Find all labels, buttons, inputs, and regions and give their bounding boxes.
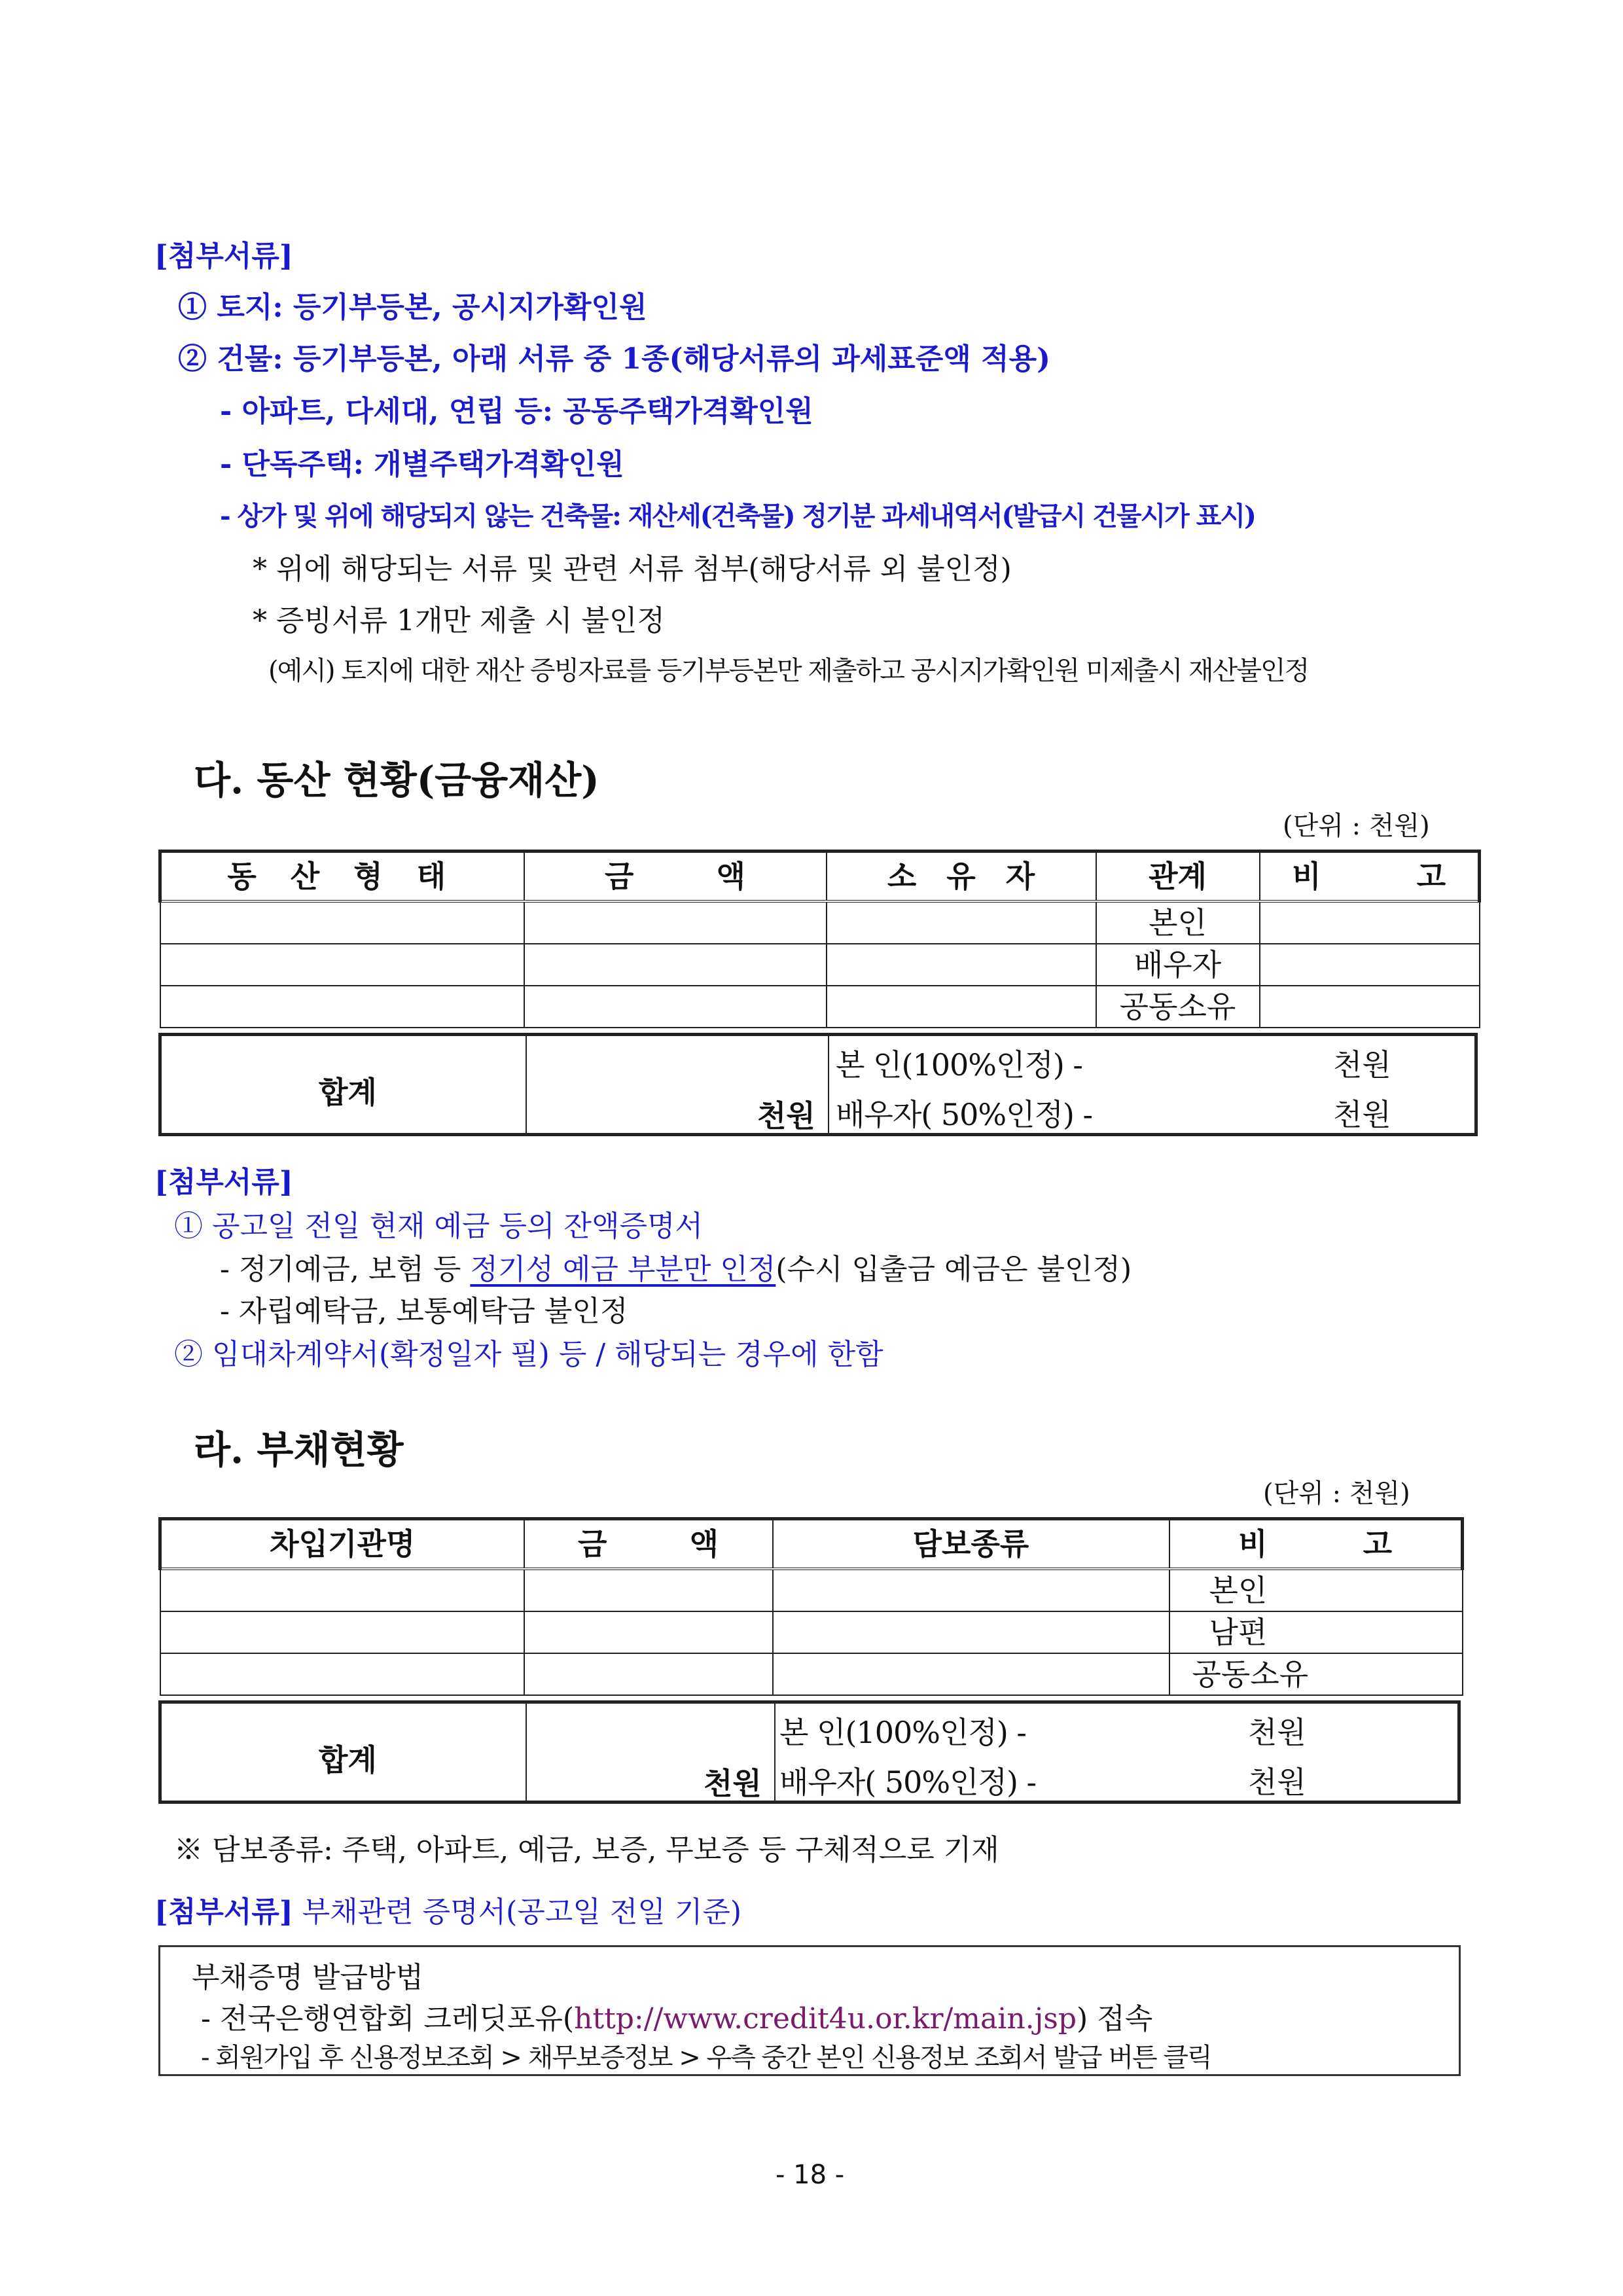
guide-line1: [201, 1995, 1152, 2037]
sub1-highlight: 정기성 예금 부분만 인정: [470, 1253, 776, 1286]
debt-cert-guide-box: [158, 1945, 1461, 2076]
owner-cell[interactable]: [827, 986, 1096, 1028]
page-number: - 18 -: [776, 2160, 845, 2190]
total-unit: 천원: [757, 1098, 815, 1134]
col-header: 담보종류: [773, 1519, 1169, 1570]
total-label: 합계: [319, 1742, 377, 1778]
remark-cell[interactable]: [1260, 944, 1480, 986]
sub1-suffix: (수시 입출금 예금은 불인정): [776, 1253, 1132, 1286]
collateral-cell[interactable]: [773, 1653, 1169, 1695]
amount-cell[interactable]: [524, 1569, 773, 1611]
relation-cell: 남편: [1169, 1611, 1463, 1653]
won-label: 천원: [1248, 1765, 1306, 1800]
guide-line1-prefix: - 전국은행연합회 크레딧포유(: [201, 2002, 575, 2036]
da-attach-label: [첨부서류]: [154, 1166, 293, 1199]
table-header-row: [160, 852, 1480, 902]
relation-cell: 본인: [1169, 1569, 1463, 1611]
table-row: [160, 1569, 1463, 1611]
asset-type-cell[interactable]: [160, 986, 524, 1028]
owner-cell[interactable]: [827, 944, 1096, 986]
owner-cell[interactable]: [827, 901, 1096, 944]
asset-type-cell[interactable]: [160, 944, 524, 986]
da-attach-item2: ② 임대차계약서(확정일자 필) 등 / 해당되는 경우에 한함: [174, 1338, 883, 1371]
lender-cell[interactable]: [160, 1653, 524, 1695]
lender-cell[interactable]: [160, 1569, 524, 1611]
credit4u-link[interactable]: http://www.credit4u.or.kr/main.jsp: [574, 2002, 1077, 2036]
remark-cell[interactable]: [1260, 986, 1480, 1028]
self-share-line: 본 인(100%인정) -: [779, 1715, 1026, 1750]
amount-cell[interactable]: [524, 986, 827, 1028]
self-share-line: 본 인(100%인정) -: [836, 1047, 1082, 1083]
col-header: 금 액: [524, 1519, 773, 1570]
da-asset-table: [158, 850, 1481, 1028]
collateral-cell[interactable]: [773, 1611, 1169, 1653]
table-row: [160, 986, 1480, 1028]
won-label: 천원: [1248, 1715, 1306, 1750]
land-attach-sub2: - 단독주택: 개별주택가격확인원: [220, 448, 624, 481]
land-attach-item1: ① 토지: 등기부등본, 공시지가확인원: [178, 291, 647, 324]
won-label: 천원: [1333, 1097, 1391, 1132]
section-da-unit: (단위 : 천원): [1283, 811, 1430, 841]
da-attach-sub2: - 자립예탁금, 보통예탁금 불인정: [220, 1295, 628, 1328]
attach-label: [첨부서류]: [154, 240, 293, 273]
land-attach-sub1: - 아파트, 다세대, 연립 등: 공동주택가격확인원: [220, 395, 813, 428]
amount-cell[interactable]: [524, 944, 827, 986]
section-ra-title: 라. 부채현황: [194, 1427, 404, 1472]
section-ra-unit: (단위 : 천원): [1263, 1479, 1410, 1509]
table-header-row: [160, 1519, 1463, 1570]
land-attach-item2: ② 건물: 등기부등본, 아래 서류 중 1종(해당서류의 과세표준액 적용): [178, 342, 1050, 376]
ra-total-box: [158, 1700, 1461, 1804]
ra-debt-table: [158, 1517, 1464, 1696]
spouse-share-line: 배우자( 50%인정) -: [836, 1097, 1093, 1132]
lender-cell[interactable]: [160, 1611, 524, 1653]
relation-cell: 공동소유: [1169, 1653, 1463, 1695]
table-row: [160, 944, 1480, 986]
won-label: 천원: [1333, 1047, 1391, 1083]
da-total-box: [158, 1033, 1478, 1136]
total-unit: 천원: [704, 1766, 762, 1801]
section-da-title: 다. 동산 현황(금융재산): [194, 758, 599, 802]
collateral-note: ※ 담보종류: 주택, 아파트, 예금, 보증, 무보증 등 구체적으로 기재: [174, 1833, 999, 1867]
table-row: [160, 1611, 1463, 1653]
table-row: [160, 901, 1480, 944]
land-attach-sub3: - 상가 및 위에 해당되지 않는 건축물: 재산세(건축물) 정기분 과세내역서(발급시 건물시가 표시): [220, 501, 1255, 531]
da-attach-item1: ① 공고일 전일 현재 예금 등의 잔액증명서: [174, 1210, 703, 1243]
spouse-share-line: 배우자( 50%인정) -: [779, 1765, 1037, 1800]
col-header: 비 고: [1169, 1519, 1463, 1570]
amount-cell[interactable]: [524, 1653, 773, 1695]
land-attach-note1: * 위에 해당되는 서류 및 관련 서류 첨부(해당서류 외 불인정): [253, 552, 1012, 586]
da-attach-sub1: [220, 1246, 1132, 1287]
table-row: [160, 1653, 1463, 1695]
collateral-cell[interactable]: [773, 1569, 1169, 1611]
guide-line2: - 회원가입 후 신용정보조회 > 채무보증정보 > 우측 중간 본인 신용정보 조회서 발급 버튼 클릭: [201, 2043, 1211, 2073]
col-header: 차입기관명: [160, 1519, 524, 1570]
col-header: 소 유 자: [827, 852, 1096, 902]
col-header: 금 액: [524, 852, 827, 902]
col-header: 비 고: [1260, 852, 1480, 902]
relation-cell: 배우자: [1096, 944, 1260, 986]
amount-cell[interactable]: [524, 1611, 773, 1653]
land-attach-example: (예시) 토지에 대한 재산 증빙자료를 등기부등본만 제출하고 공시지가확인원 미제출시 재산불인정: [268, 656, 1309, 686]
amount-cell[interactable]: [524, 901, 827, 944]
relation-cell: 본인: [1096, 901, 1260, 944]
ra-attach-label: [첨부서류]: [154, 1895, 293, 1929]
ra-attach-text: 부채관련 증명서(공고일 전일 기준): [302, 1895, 742, 1929]
guide-line1-suffix: ) 접속: [1077, 2002, 1153, 2036]
ra-attach: [154, 1888, 741, 1930]
remark-cell[interactable]: [1260, 901, 1480, 944]
total-label: 합계: [319, 1075, 377, 1110]
col-header: 관계: [1096, 852, 1260, 902]
asset-type-cell[interactable]: [160, 901, 524, 944]
land-attach-note2: * 증빙서류 1개만 제출 시 불인정: [253, 604, 665, 637]
relation-cell: 공동소유: [1096, 986, 1260, 1028]
col-header: 동 산 형 태: [160, 852, 524, 902]
guide-title: 부채증명 발급방법: [192, 1961, 424, 1994]
sub1-prefix: - 정기예금, 보험 등: [220, 1253, 461, 1286]
